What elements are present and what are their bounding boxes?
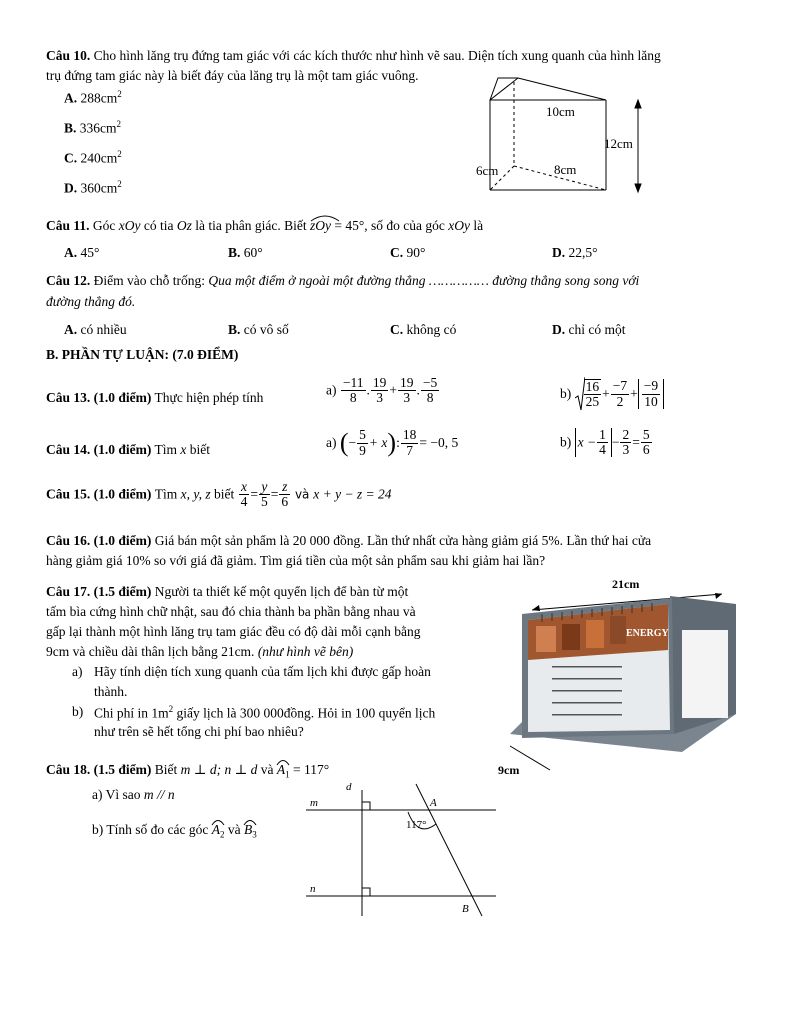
q16-line1: Câu 16. (1.0 điểm) Giá bán một sản phẩm là 20 000 đồng. Lần thứ nhất cửa hàng giảm giá 5%. Lần thứ hai cửa — [46, 533, 652, 548]
q11-option-b: B. 60° — [228, 245, 263, 260]
label-A: A — [430, 797, 437, 809]
label-B: B — [462, 903, 469, 915]
q10-option-a: A. $288cm^2$ — [64, 89, 122, 106]
q10-option-b: B. $336cm^2$ — [64, 119, 122, 136]
q17-line4: 9cm và chiều dài thân lịch bằng 21cm. (như hình vẽ bên) — [46, 644, 354, 659]
q13-part-a: a) $\frac{-11}{8}$ . $\frac{19}{3}$ + $\frac{19}{3}$ . $\frac{-5}{8}$ — [326, 375, 438, 406]
label-m: m — [310, 797, 318, 809]
q18-line: Câu 18. (1.5 điểm) Biết m ⊥ d; n ⊥ d và $A_1 = 117^\circ$ — [46, 762, 329, 780]
q12-line1: Câu 12. Điểm vào chỗ trống: Qua một điểm ở ngoài một đường thẳng …………… đường thẳng song song với — [46, 273, 640, 288]
q12-option-b: B. có vô số — [228, 322, 289, 337]
sqrt-icon: $\frac{16}{25}$ — [575, 376, 603, 412]
angle-hat-icon — [243, 818, 257, 826]
q18-b: b) Tính số đo các góc $A_2$ và $B_3$ — [92, 822, 257, 840]
q14-part-a: a) (− $\frac{5}{9}$ + x): $\frac{18}{7}$ = −0, 5 — [326, 427, 459, 458]
q10-label: Câu 10. — [46, 48, 91, 63]
label-n: n — [310, 883, 316, 895]
prism-dim-left: 6cm — [476, 163, 499, 178]
calendar-top-dim: 21cm — [612, 577, 640, 591]
calendar-side-dim: 9cm — [498, 763, 520, 777]
q12-line2: đường thẳng đó. — [46, 294, 136, 309]
angle-hat-icon — [276, 758, 290, 766]
q17-line3: gấp lại thành một hình lăng trụ tam giác đều có độ dài mỗi cạnh bằng — [46, 624, 421, 639]
q14-part-b: b) x − $\frac{1}{4}$ − $\frac{2}{3}$ = $\frac{5}{6}$ — [560, 427, 650, 458]
angle-hat-icon — [211, 818, 225, 826]
calendar-banner-text: ENERGY — [626, 628, 669, 639]
q13-label: Câu 13. (1.0 điểm) Thực hiện phép tính — [46, 390, 264, 405]
q13-part-b: b) $\frac{16}{25}$ + $\frac{-7}{2}$ + $\frac{-9}{10}$ — [560, 376, 664, 412]
angle-hat-icon — [310, 214, 340, 222]
parallel-lines-figure — [300, 780, 500, 920]
prism-dim-right: 12cm — [604, 136, 633, 151]
q11-option-a: A. 45° — [64, 245, 100, 260]
calendar-figure — [492, 574, 752, 780]
q17-a: a) Hãy tính diện tích xung quanh của tấm lịch khi được gấp hoàn — [72, 664, 431, 679]
q15-line: Câu 15. (1.0 điểm) Tìm x, y, z biết $\frac{x}{4}$ = $\frac{y}{5}$ = $\frac{z}{6}$ và x + y − z = 24 — [46, 479, 392, 510]
q11-option-d: D. 22,5° — [552, 245, 598, 260]
q12-option-d: D. chỉ có một — [552, 322, 626, 337]
q10-option-c: C. $240cm^2$ — [64, 149, 122, 166]
prism-dim-top: 10cm — [546, 104, 575, 119]
section-b-heading: B. PHẦN TỰ LUẬN: (7.0 ĐIỂM) — [46, 347, 239, 362]
label-d: d — [346, 781, 352, 793]
q18-a: a) Vì sao m // n — [92, 787, 175, 802]
q17-line2: tấm bìa cứng hình chữ nhật, sau đó chia thành ba phần bằng nhau và — [46, 604, 416, 619]
q11-line: Câu 11. Góc xOy có tia Oz là tia phân giác. Biết zOy = 45°, số đo của góc xOy là — [46, 218, 483, 234]
q10-line2: trụ đứng tam giác này là biết đáy của lăng trụ là một tam giác vuông. — [46, 68, 419, 83]
q12-option-a: A. có nhiều — [64, 322, 127, 337]
q11-option-c: C. 90° — [390, 245, 426, 260]
prism-dim-bottom: 8cm — [554, 162, 577, 177]
q14-label: Câu 14. (1.0 điểm) Tìm x biết — [46, 442, 211, 457]
q12-option-c: C. không có — [390, 322, 457, 337]
q10-line1: Câu 10. Cho hình lăng trụ đứng tam giác với các kích thước như hình vẽ sau. Diện tích xung quanh của hình lăng — [46, 48, 661, 63]
q17-line1: Câu 17. (1.5 điểm) Người ta thiết kế một quyển lịch để bàn từ một — [46, 584, 409, 599]
q16-line2: hàng giảm giá 10% so với giá đã giảm. Tìm giá tiền của một sản phẩm sau khi giảm hai lần? — [46, 553, 546, 568]
prism-figure — [470, 72, 660, 197]
q17-a-line2: thành. — [94, 684, 128, 699]
angle-label: 117° — [406, 819, 427, 831]
q10-option-d: D. $360cm^2$ — [64, 179, 122, 196]
q17-b: b) Chi phí in $1m^2$ giấy lịch là 300 000đồng. Hỏi in 100 quyển lịch — [72, 704, 436, 721]
q17-b-line2: như trên sẽ hết tổng chi phí bao nhiêu? — [94, 724, 304, 739]
